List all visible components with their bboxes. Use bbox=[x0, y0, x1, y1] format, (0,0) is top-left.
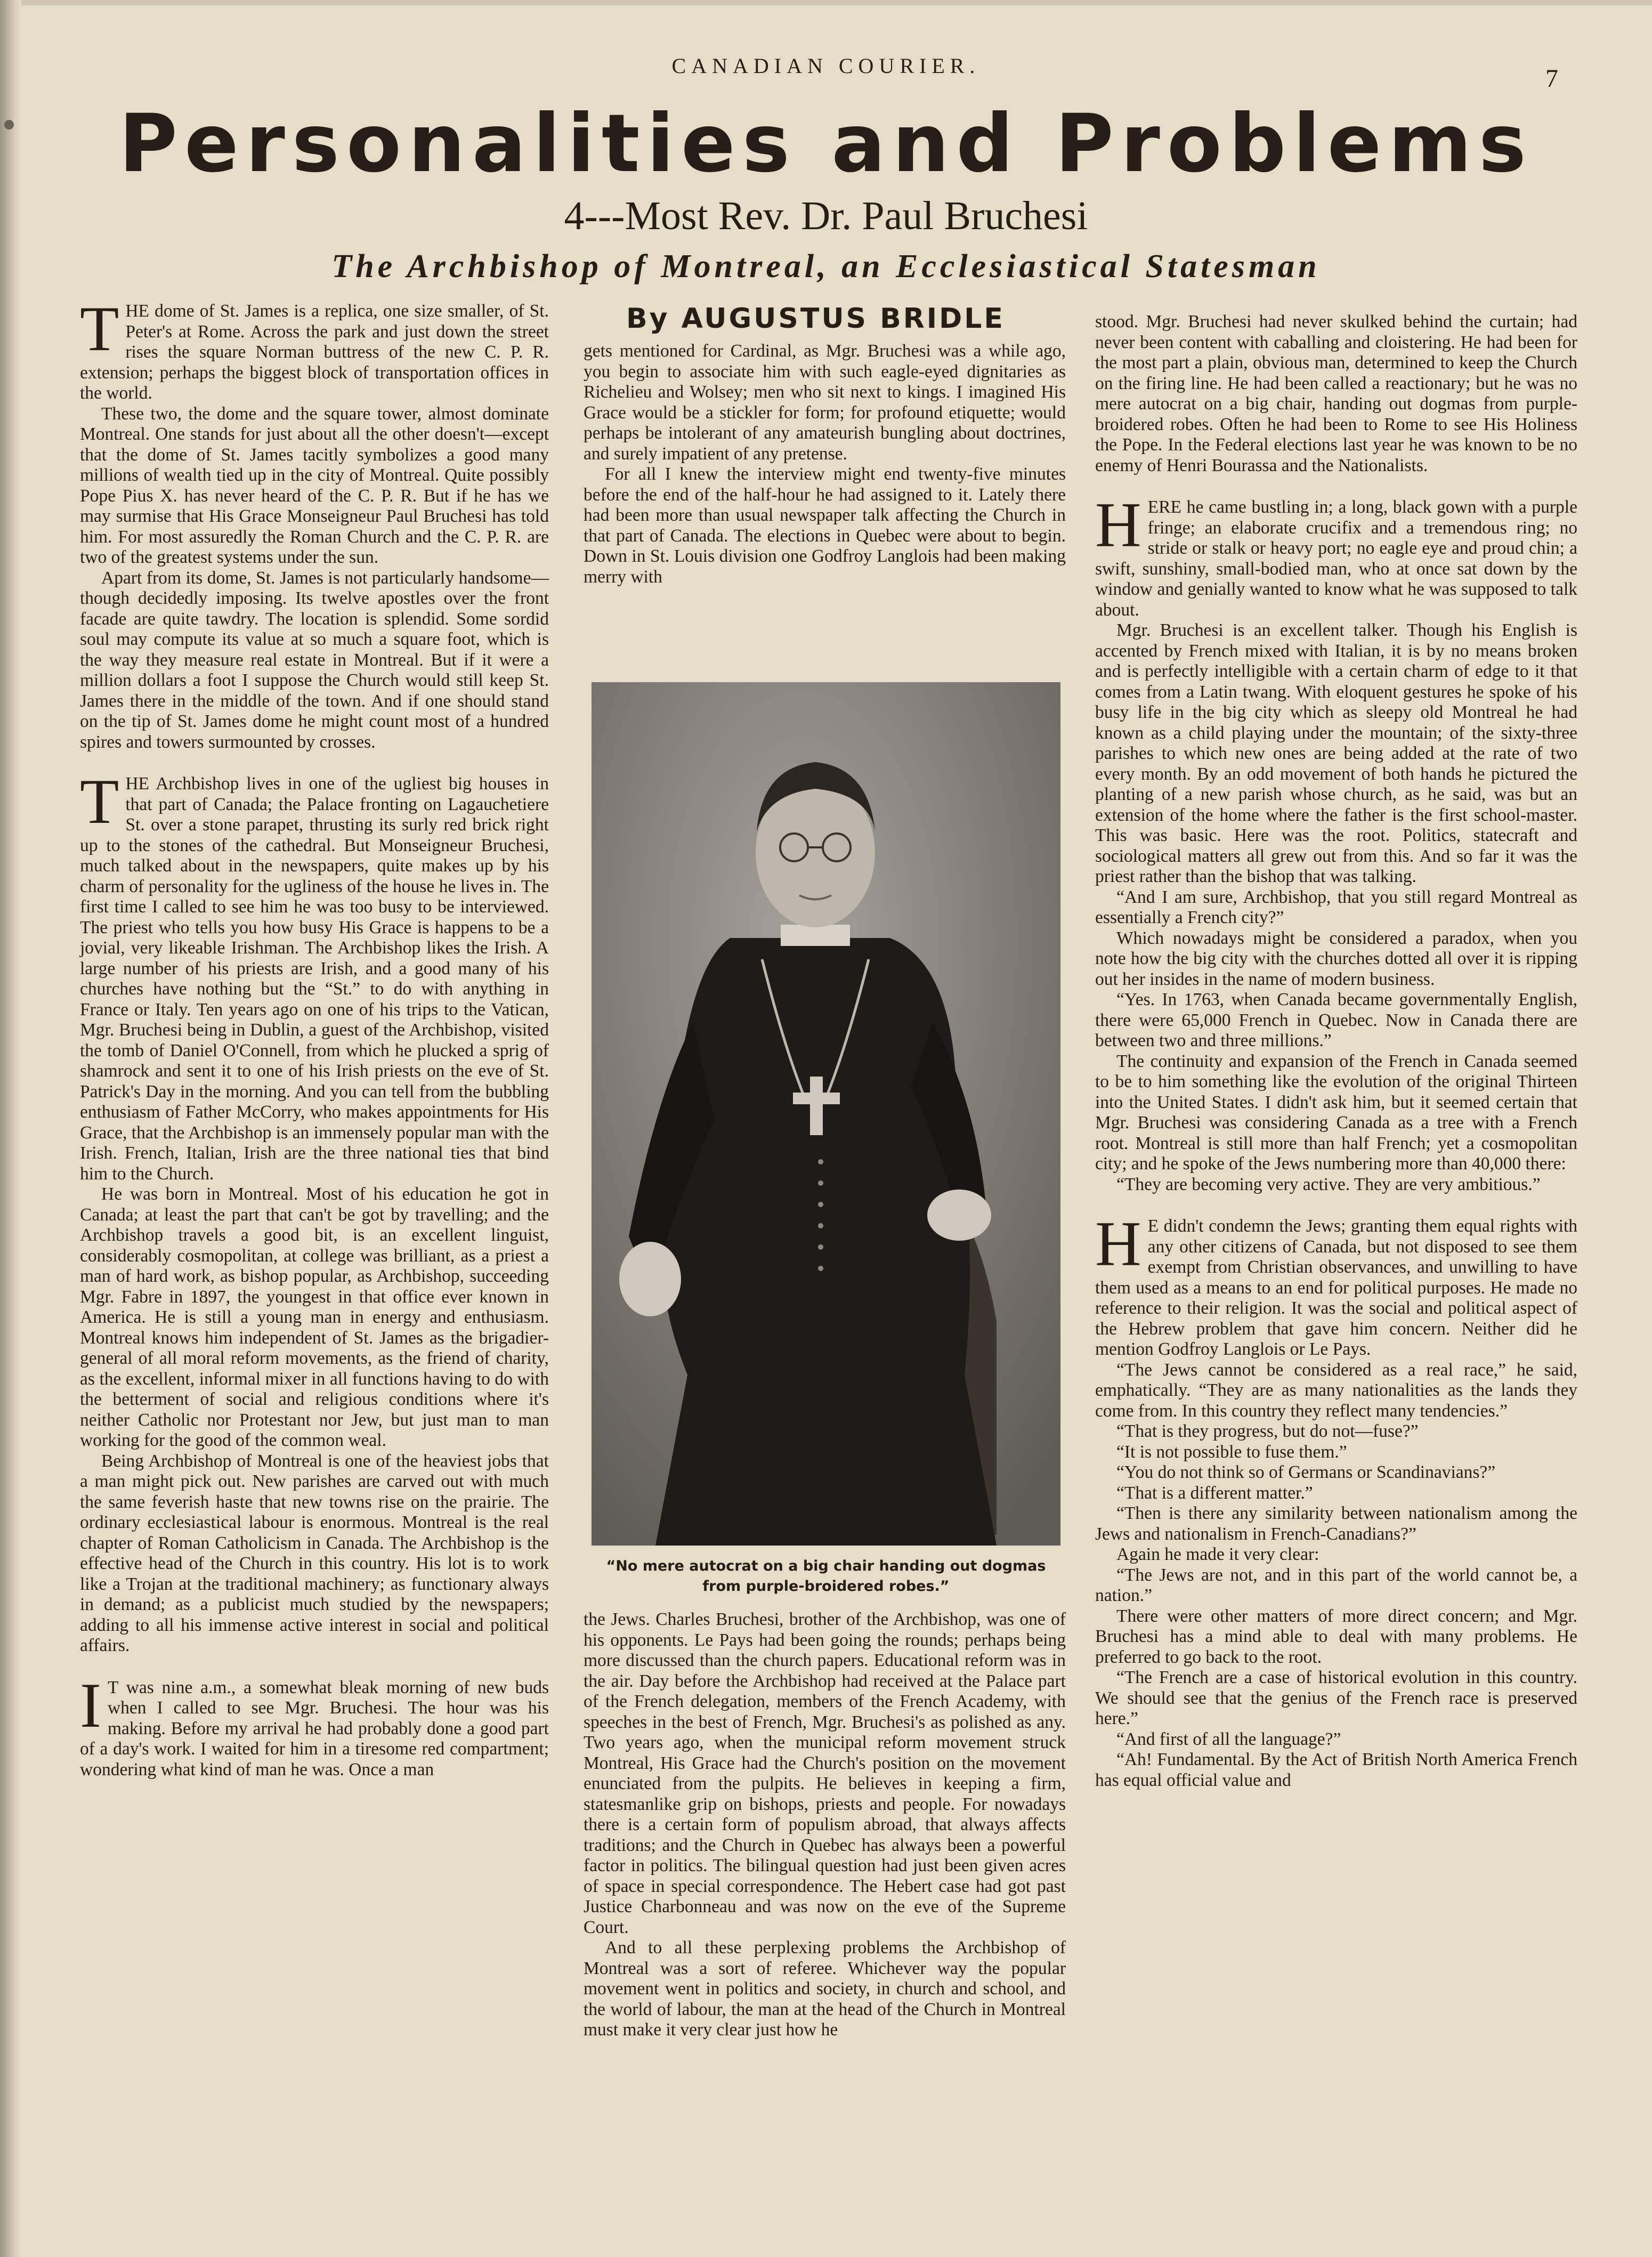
column-1 bbox=[80, 293, 549, 1780]
paragraph: “The French are a case of historical evolution in this country. We should see that the genius of the French race is preserved here.” bbox=[1095, 1668, 1577, 1728]
page-gutter-shadow bbox=[0, 0, 21, 2257]
drop-cap: H bbox=[1095, 489, 1141, 560]
paragraph: gets mentioned for Cardinal, as Mgr. Bruchesi was a while ago, you begin to associate him with such eagle-eyed dignitaries as Richelieu and Wolsey; men who sit next to kings. I imagined His Grace would be a stickler for form; for profound etiquette; would perhaps be intolerant of any amateurish bungling about doctrines, and surely impatient of any pretense. bbox=[584, 341, 1066, 464]
paragraph: For all I knew the interview might end twenty-five minutes before the end of the half-hour he had assigned to it. Lately there had been more than usual newspaper talk affecting the Church in that part of Canada. The elections in Quebec were about to begin. Down in St. Louis division one Godfroy Langlois had been making merry with bbox=[584, 464, 1066, 587]
paragraph: THE Archbishop lives in one of the ugliest big houses in that part of Canada; the Palace fronting on Lagauchetiere St. over a stone parapet, thrusting its surly red brick right up to the stones of the cathedral. But Monseigneur Bruchesi, much talked about in the newspapers, quite makes up by his charm of personality for the ugliness of the house he lives in. The first time I called to see him he was too busy to be interviewed. The priest who tells you how busy His Grace is happens to be a jovial, very likeable Irishman. The Archbishop likes the Irish. A large number of his priests are Irish, and a good many of his churches have nothing but the “St.” to do with anything in France or Italy. Ten years ago on one of his trips to the Vatican, Mgr. Bruchesi being in Dublin, a guest of the Archbishop, visited the tomb of Daniel O'Connell, from which he plucked a sprig of shamrock and sent it to one of his Irish priests on the eve of St. Patrick's Day in the morning. And you can tell from the bubbling enthusiasm of Father McCorry, who makes appointments for His Grace, that the Archbishop is an immensely popular man with the Irish. French, Italian, Irish are the three national ties that bind him to the Church. bbox=[80, 766, 549, 1184]
portrait-photo bbox=[592, 682, 1060, 1546]
paragraph: I T was nine a.m., a somewhat bleak morning of new buds when I called to see Mgr. Bruchesi. The hour was his making. Before my arrival he had probably done a good part of a day's work. I waited for him in a tiresome red compartment; wondering what kind of man he was. Once a man bbox=[80, 1669, 549, 1779]
paragraph: There were other matters of more direct concern; and Mgr. Bruchesi has a mind able to deal with many problems. He preferred to go back to the root. bbox=[1095, 1606, 1577, 1667]
byline: By AUGUSTUS BRIDLE bbox=[626, 303, 1005, 335]
article-title: Personalities and Problems bbox=[119, 98, 1533, 190]
paragraph: These two, the dome and the square tower, almost dominate Montreal. One stands for just about all the other doesn't—except that the dome of St. James tacitly symbolizes a good many millions of wealth tied up in the city of Montreal. Quite possibly Pope Pius X. has never heard of the C. P. R. But if he has we may surmise that His Grace Monseigneur Paul Bruchesi has told him. For most assuredly the Roman Church and the C. P. R. are two of the greatest systems under the sun. bbox=[80, 403, 549, 567]
paragraph: “Ah! Fundamental. By the Act of British North America French has equal official value and bbox=[1095, 1750, 1577, 1790]
drop-cap: T bbox=[80, 766, 119, 837]
paragraph: THE dome of St. James is a replica, one size smaller, of St. Peter's at Rome. Across the park and just down the street rises the square Norman buttress of the new C. P. R. extension; perhaps the biggest block of transportation offices in the world. bbox=[80, 293, 549, 403]
running-head: CANADIAN COURIER. bbox=[671, 54, 981, 78]
paragraph: He was born in Montreal. Most of his education he got in Canada; at least the part that can't be got by travelling; and the Archbishop travels a good bit, is an excellent linguist, considerably cosmopolitan, at college was brilliant, as a priest a man of hard work, as bishop popular, as Archbishop, succeeding Mgr. Fabre in 1897, the youngest in that office ever known in America. He is still a young man in energy and enthusiasm. Montreal knows him independent of St. James as the brigadier-general of all moral reform movements, as the friend of charity, as the excellent, informal mixer in all functions having to do with the betterment of social and religious conditions where it's neither Catholic nor Protestant nor Jew, but just man to man working for the good of the common weal. bbox=[80, 1184, 549, 1450]
column-2-bottom bbox=[584, 1609, 1066, 2041]
paragraph: And to all these perplexing problems the Archbishop of Montreal was a sort of referee. Whichever way the popular movement went in politics and society, in church and school, and the world of labour, the man at the head of the Church in Montreal must make it very clear just how he bbox=[584, 1938, 1066, 2040]
paragraph: “That is a different matter.” bbox=[1116, 1483, 1313, 1503]
paragraph: “Yes. In 1763, when Canada became governmentally English, there were 65,000 French in Quebec. Now in Canada there are between two and three millions.” bbox=[1095, 990, 1577, 1050]
paragraph: stood. Mgr. Bruchesi had never skulked behind the curtain; had never been content with caballing and cloistering. He had been for the most part a plain, obvious man, determined to keep the Church on the firing line. He had been called a reactionary; but he was no mere autocrat on a big chair, handing out dogmas from purple-broidered robes. Often he had been to Rome to see His Holiness the Pope. In the Federal elections last year he was known to be no enemy of Henri Bourassa and the Nationalists. bbox=[1095, 312, 1577, 475]
paragraph: Again he made it very clear: bbox=[1116, 1544, 1319, 1564]
drop-cap: I bbox=[80, 1669, 101, 1741]
paragraph: Apart from its dome, St. James is not particularly handsome—though decidedly imposing. Its twelve apostles over the front facade are quite tawdry. The location is splendid. Some sordid soul may compute its value at so much a square foot, which is the way they measure real estate in Montreal. But if it were a million dollars a foot I suppose the Church would still keep St. James there in the middle of the town. And if one should stand on the tip of St. James dome he might count most of a hundred spires and towers surmounted by crosses. bbox=[80, 568, 549, 752]
article-subtitle: 4---Most Rev. Dr. Paul Bruchesi bbox=[564, 193, 1088, 238]
paragraph: HERE he came bustling in; a long, black gown with a purple fringe; an elaborate crucifix and a tremendous ring; no stride or stalk or heavy port; no eagle eye and proud chin; a swift, sunshiny, small-bodied man, who at once sat down by the window and genially wanted to know what he was supposed to talk about. bbox=[1095, 489, 1577, 620]
paragraph: “And first of all the language?” bbox=[1116, 1729, 1341, 1749]
paragraph: “It is not possible to fuse them.” bbox=[1116, 1442, 1347, 1462]
portrait-image bbox=[592, 682, 1060, 1546]
paragraph: Mgr. Bruchesi is an excellent talker. Though his English is accented by French mixed with Italian, it is by no means broken and is perfectly intelligible with a certain charm of edge to it that comes from a Latin twang. With eloquent gestures he spoke of his busy life in the big city which as sleepy old Montreal he had known as a child playing under the mountain; of the sixty-three parishes to which new ones are being added at the rate of two every month. By an odd movement of both hands he pictured the planting of a new parish whose church, as he said, was but an extension of the home where the father is the first school-master. This was basic. Here was the root. Politics, statecraft and sociological matters all grew out from this. And so far it was the priest rather than the bishop that was talking. bbox=[1095, 620, 1577, 886]
paragraph: “The Jews cannot be considered as a real race,” he said, emphatically. “They are as many nationalities as the lands they come from. In this country they reflect many tendencies.” bbox=[1095, 1360, 1577, 1421]
paragraph: “And I am sure, Archbishop, that you still regard Montreal as essentially a French city?” bbox=[1095, 887, 1577, 927]
paragraph: The continuity and expansion of the French in Canada seemed to be to him something like the evolution of the original Thirteen into the United States. I didn't ask him, but it seemed certain that Mgr. Bruchesi was considering Canada as a tree with a French root. Montreal is still more than half French; yet a cosmopolitan city; and he spoke of the Jews numbering more than 40,000 there: bbox=[1095, 1051, 1577, 1174]
article-deck: The Archbishop of Montreal, an Ecclesiastical Statesman bbox=[331, 248, 1321, 285]
paragraph: “Then is there any similarity between nationalism among the Jews and nationalism in French-Canadians?” bbox=[1095, 1503, 1577, 1544]
paragraph: “The Jews are not, and in this part of the world cannot be, a nation.” bbox=[1095, 1565, 1577, 1605]
paragraph: “That is they progress, but do not—fuse?” bbox=[1116, 1421, 1419, 1441]
paragraph: Which nowadays might be considered a paradox, when you note how the big city with the churches dotted all over it is ripping out her insides in the name of modern business. bbox=[1095, 928, 1577, 989]
paragraph: H E didn't condemn the Jews; granting them equal rights with any other citizens of Canada, but not disposed to see them exempt from Christian observances, and unwilling to have them used as a means to an end for political purposes. He made no reference to their religion. It was the social and political aspect of the Hebrew problem that gave him concern. Neither did he mention Godfroy Langlois or Le Pays. bbox=[1095, 1208, 1577, 1359]
page-number: 7 bbox=[1545, 64, 1558, 93]
top-edge bbox=[21, 0, 1652, 5]
paragraph: “You do not think so of Germans or Scandinavians?” bbox=[1116, 1462, 1496, 1482]
drop-cap: H bbox=[1095, 1208, 1141, 1279]
photo-caption: “No mere autocrat on a big chair handing out dogmas from purple-broidered robes.” bbox=[606, 1558, 1046, 1595]
paragraph: the Jews. Charles Bruchesi, brother of the Archbishop, was one of his opponents. Le Pays had been going the rounds; perhaps being more discussed than the church papers. Educational reform was in the air. Day before the Archbishop had received at the Palace part of the French delegation, members of the French Academy, with speeches in the best of French, Mgr. Bruchesi's as polished as any. Two years ago, when the municipal reform movement struck Montreal, His Grace had the Church's position on the movement enunciated from the pulpits. He believes in keeping a firm, statesmanlike grip on bishops, priests and people. For nowadays there is a certain form of populism abroad, that always affects traditions; and the Church in Quebec has always been a powerful factor in politics. The bilingual question had just been given acres of space in special correspondence. The Hebert case had got past Justice Charbonneau and was now on the eve of the Supreme Court. bbox=[584, 1609, 1066, 1937]
paragraph: “They are becoming very active. They are very ambitious.” bbox=[1116, 1174, 1541, 1194]
column-2-top bbox=[584, 341, 1066, 587]
paragraph: Being Archbishop of Montreal is one of the heaviest jobs that a man might pick out. New parishes are carved out with much the same feverish haste that new towns rise on the prairie. The ordinary ecclesiastical labour is enormous. Montreal is the real chapter of Roman Catholicism in Canada. The Archbishop is the effective head of the Church in this country. His lot is to work like a Trojan at the traditional machinery; as functionary always in demand; as a publicist much studied by the newspapers; adding to all his immense active interest in social and political affairs. bbox=[80, 1451, 549, 1655]
drop-cap: T bbox=[80, 293, 119, 364]
column-3 bbox=[1095, 312, 1577, 1791]
